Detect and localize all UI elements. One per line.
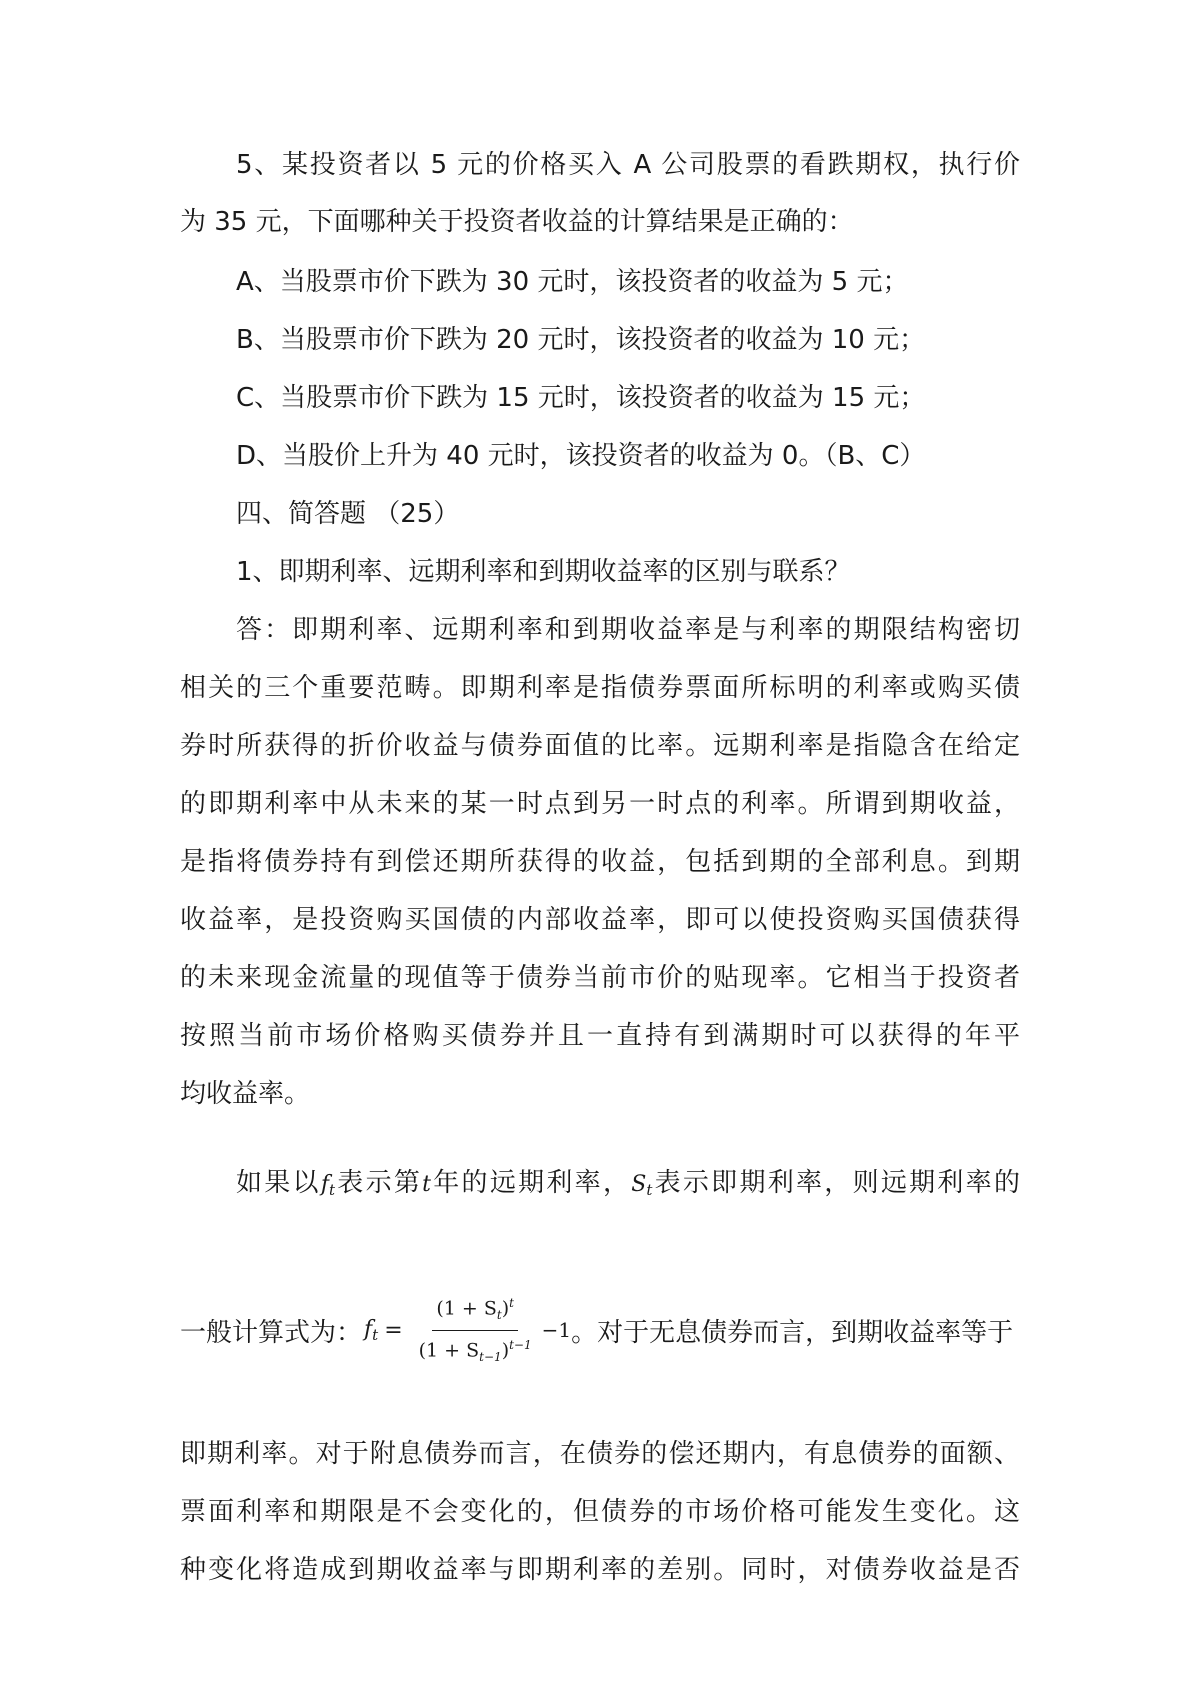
formula-denominator: $(1 + S_{t-1})^{t-1}$ (418, 1337, 532, 1364)
question-1-title: 1、即期利率、远期利率和到期收益率的区别与联系？ (236, 557, 851, 587)
formula-prefix: 一般计算式为： (180, 1317, 363, 1348)
answer-line-4: 的即期利率中从未来的某一时点到另一时点的利率。所谓到期收益， (180, 789, 1020, 819)
question-5-stem-line-2: 为 35 元，下面哪种关于投资者收益的计算结果是正确的： (180, 207, 854, 237)
answer-line-3: 券时所获得的折价收益与债券面值的比率。远期利率是指隐含在给定 (180, 731, 1020, 761)
var-f: $f_t$ (320, 1172, 336, 1199)
formula-suffix: 。对于无息债券而言，到期收益率等于 (571, 1317, 1014, 1348)
option-b: B、当股票市价下跌为 20 元时，该投资者的收益为 10 元； (236, 325, 926, 355)
definition-text-4: 表示即期利率，则远期利率的 (652, 1168, 1020, 1198)
definition-text-1: 如果以 (236, 1168, 321, 1198)
definition-text-2: 表示第 (335, 1168, 423, 1198)
answer-line-5: 是指将债券持有到偿还期所获得的收益，包括到期的全部利息。到期 (180, 847, 1020, 877)
formula-fraction (415, 1291, 536, 1368)
formula-minus-one: −1 (541, 1318, 572, 1342)
answer-line-9: 均收益率。 (180, 1079, 311, 1109)
option-a: A、当股票市价下跌为 30 元时，该投资者的收益为 5 元； (236, 267, 909, 297)
formula-line (180, 1282, 1020, 1378)
tail-line-3: 种变化将造成到期收益率与即期利率的差别。同时，对债券收益是否 (180, 1555, 1020, 1585)
answer-line-6: 收益率，是投资购买国债的内部收益率，即可以使投资购买国债获得 (180, 905, 1020, 935)
option-d: D、当股价上升为 40 元时，该投资者的收益为 0。（B、C） (236, 441, 926, 471)
formula-lhs: $f_t$ (364, 1316, 379, 1344)
answer-line-2: 相关的三个重要范畴。即期利率是指债券票面所标明的利率或购买债 (180, 673, 1020, 703)
question-5-stem-line-1: 5、某投资者以 5 元的价格买入 A 公司股票的看跌期权，执行价 (236, 150, 1020, 180)
section-heading: 四、简答题 （25） (236, 499, 460, 529)
forward-rate-definition-line (236, 1163, 1020, 1203)
var-t: t (422, 1172, 431, 1197)
answer-line-8: 按照当前市场价格购买债券并且一直持有到满期时可以获得的年平 (180, 1021, 1020, 1051)
formula-numerator: $(1 + S_t)^t$ (432, 1291, 518, 1330)
definition-text-3: 年的远期利率， (431, 1168, 632, 1198)
answer-line-1: 答：即期利率、远期利率和到期收益率是与利率的期限结构密切 (236, 615, 1020, 645)
tail-line-1: 即期利率。对于附息债券而言，在债券的偿还期内，有息债券的面额、 (180, 1439, 1020, 1469)
answer-line-7: 的未来现金流量的现值等于债券当前市价的贴现率。它相当于投资者 (180, 963, 1020, 993)
option-c: C、当股票市价下跌为 15 元时，该投资者的收益为 15 元； (236, 383, 926, 413)
var-s: $S_t$ (631, 1172, 653, 1199)
formula-equals: = (384, 1317, 403, 1343)
tail-line-2: 票面利率和期限是不会变化的，但债券的市场价格可能发生变化。这 (180, 1497, 1020, 1527)
